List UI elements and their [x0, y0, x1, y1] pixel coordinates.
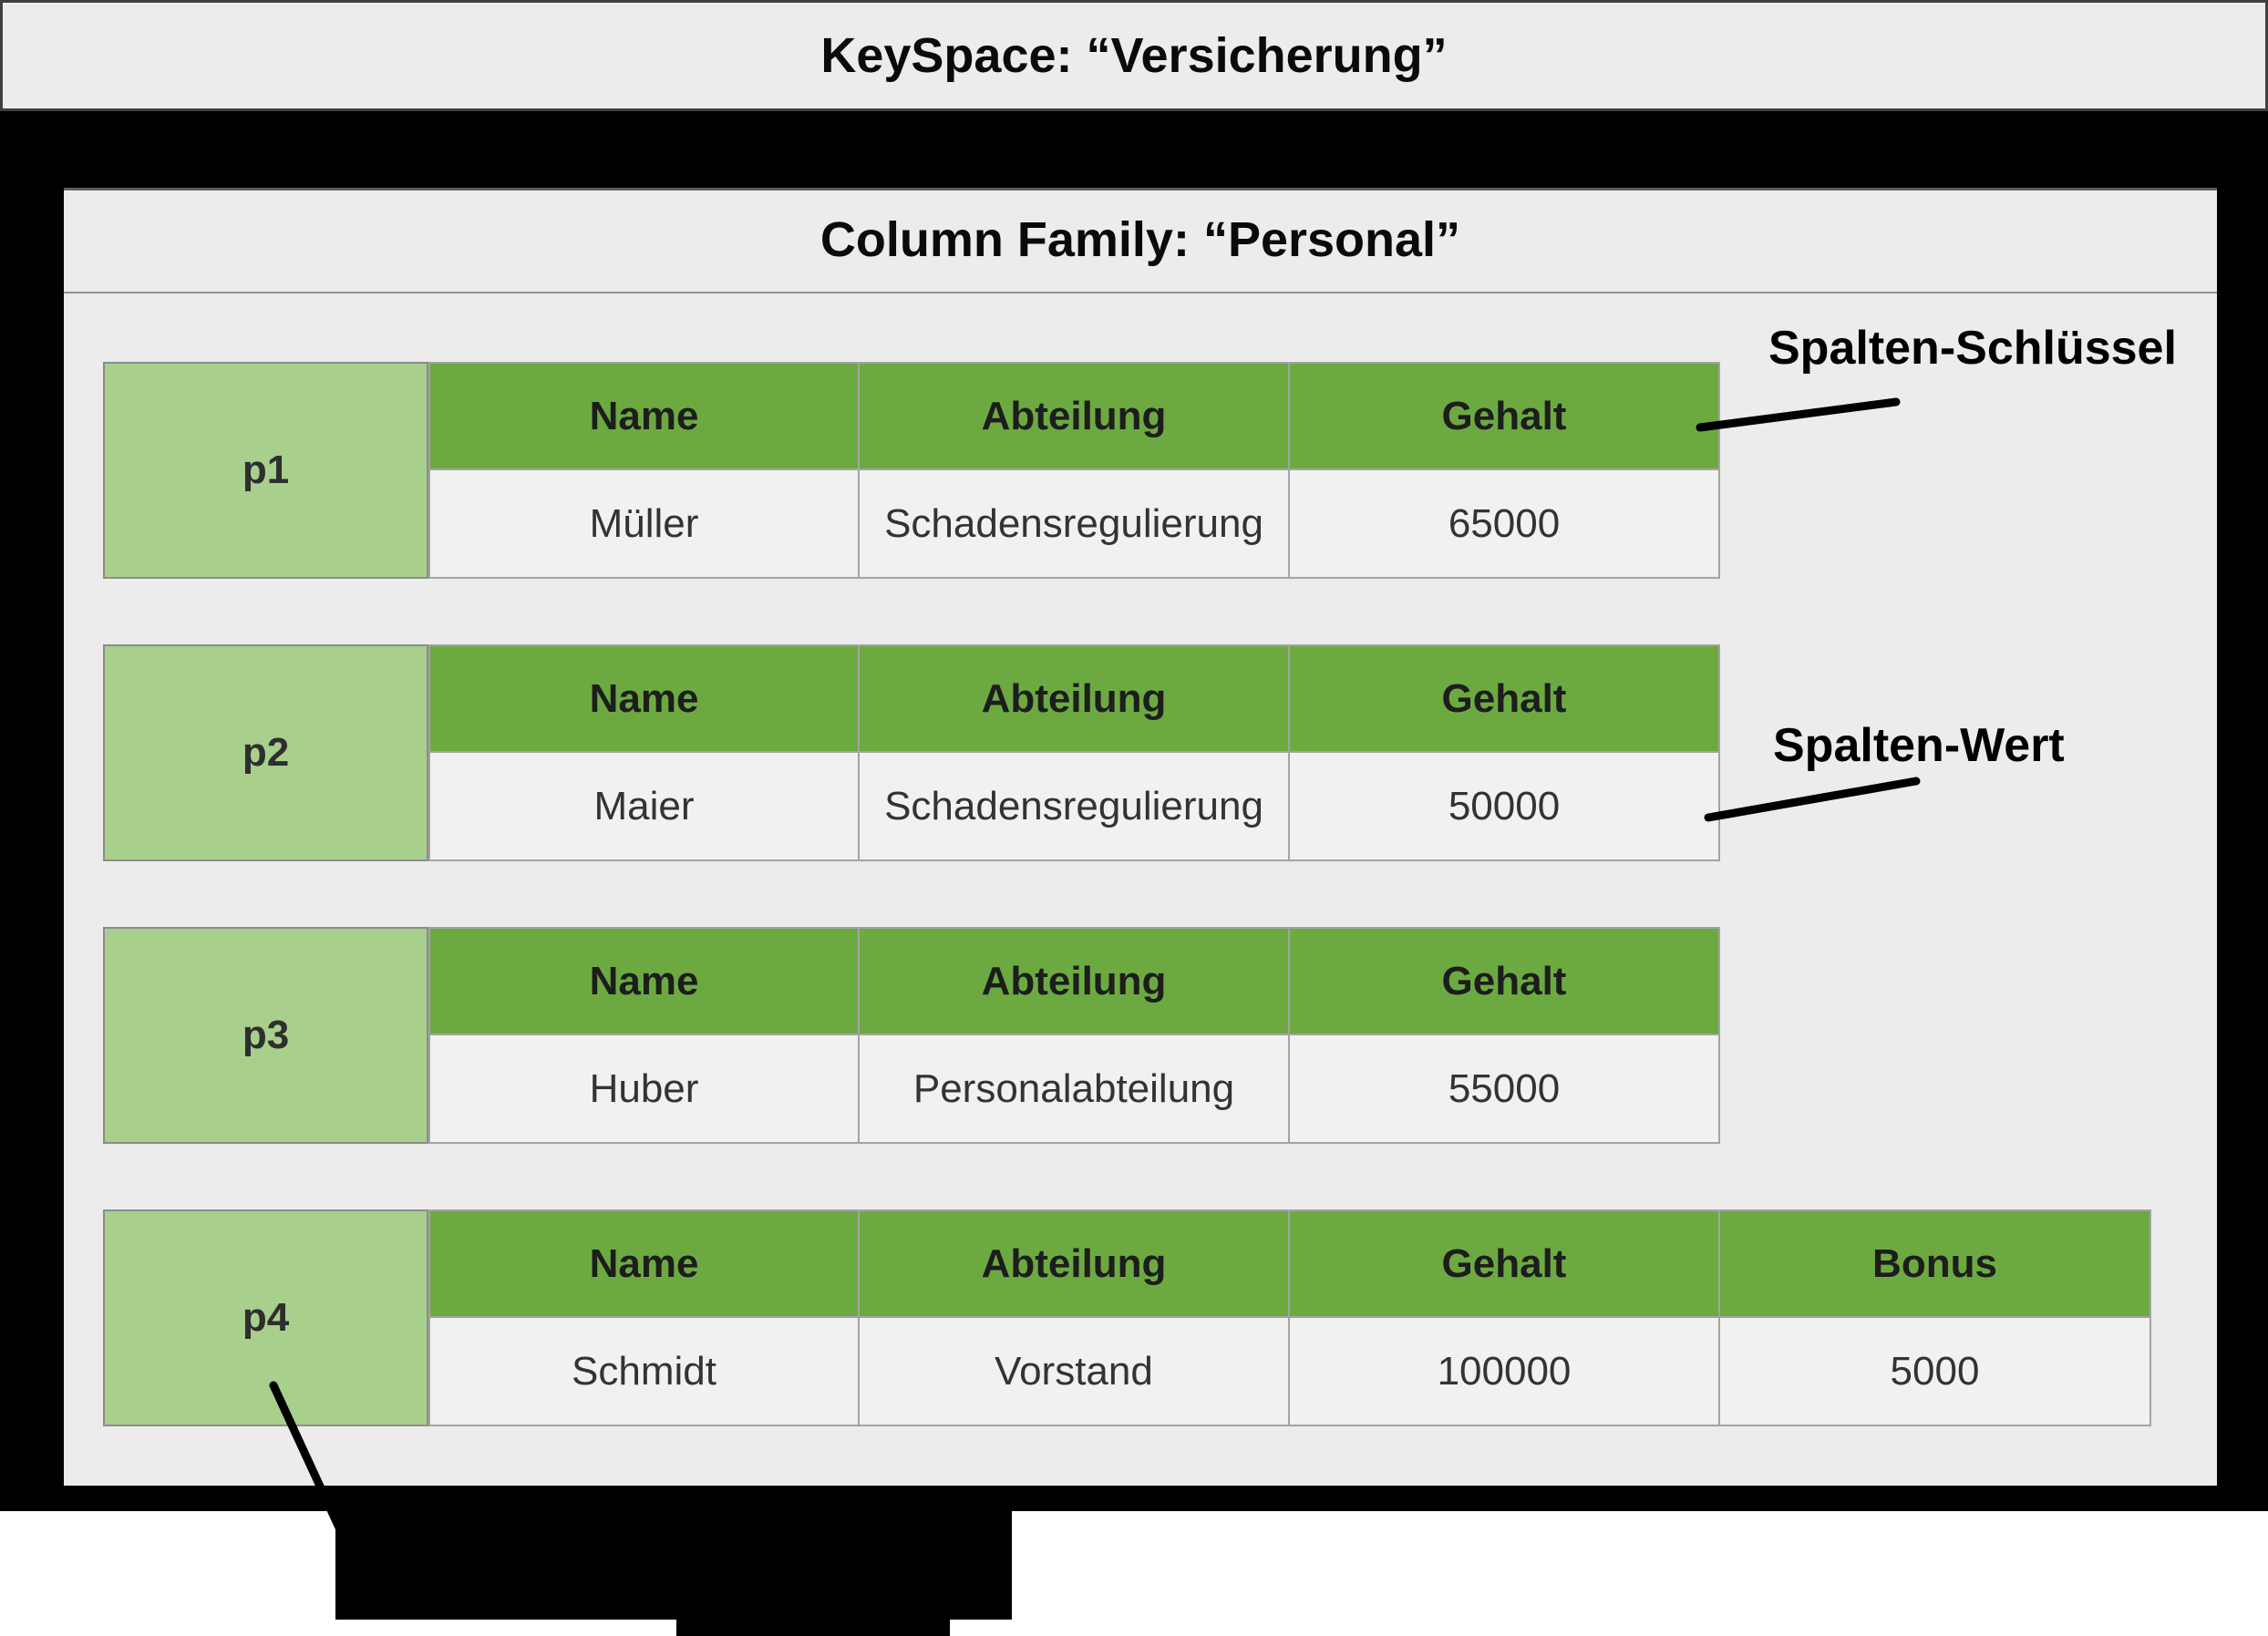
value-cell: 5000 — [1718, 1316, 2151, 1426]
column-family-header — [64, 188, 2217, 293]
column-header-cell: Bonus — [1718, 1209, 2151, 1318]
value-cell: Müller — [428, 468, 860, 579]
keyspace-title: KeySpace: “Versicherung” — [820, 28, 1448, 83]
row-key-cell-p2: p2 — [103, 644, 428, 861]
value-cell: 55000 — [1288, 1034, 1720, 1144]
column-header-cell: Gehalt — [1288, 927, 1720, 1035]
value-cell: Huber — [428, 1034, 860, 1144]
black-label-box — [335, 1510, 1012, 1620]
value-cell: 50000 — [1288, 751, 1720, 861]
value-cell: Personalabteilung — [858, 1034, 1290, 1144]
row-key-cell-p1: p1 — [103, 362, 428, 579]
value-cell: Schmidt — [428, 1316, 860, 1426]
annotation-spalten-schluessel: Spalten-Schlüssel — [1768, 322, 2177, 375]
column-header-cell: Gehalt — [1288, 644, 1720, 753]
column-header-cell: Name — [428, 1209, 860, 1318]
column-header-cell: Abteilung — [858, 927, 1290, 1035]
value-cell: 100000 — [1288, 1316, 1720, 1426]
value-cell: Maier — [428, 751, 860, 861]
column-header-cell: Abteilung — [858, 362, 1290, 470]
row-key-cell-p3: p3 — [103, 927, 428, 1144]
value-cell: 65000 — [1288, 468, 1720, 579]
row-key-cell-p4: p4 — [103, 1209, 428, 1426]
column-family-title: Column Family: “Personal” — [820, 212, 1461, 267]
value-cell: Schadensregulierung — [858, 751, 1290, 861]
value-cell: Vorstand — [858, 1316, 1290, 1426]
column-header-cell: Name — [428, 927, 860, 1035]
black-label-box-tab — [676, 1618, 950, 1636]
keyspace-header — [0, 0, 2268, 111]
column-header-cell: Gehalt — [1288, 1209, 1720, 1318]
annotation-spalten-wert: Spalten-Wert — [1773, 719, 2065, 772]
column-header-cell: Abteilung — [858, 644, 1290, 753]
value-cell: Schadensregulierung — [858, 468, 1290, 579]
column-header-cell: Name — [428, 362, 860, 470]
column-header-cell: Abteilung — [858, 1209, 1290, 1318]
column-header-cell: Name — [428, 644, 860, 753]
column-header-cell: Gehalt — [1288, 362, 1720, 470]
